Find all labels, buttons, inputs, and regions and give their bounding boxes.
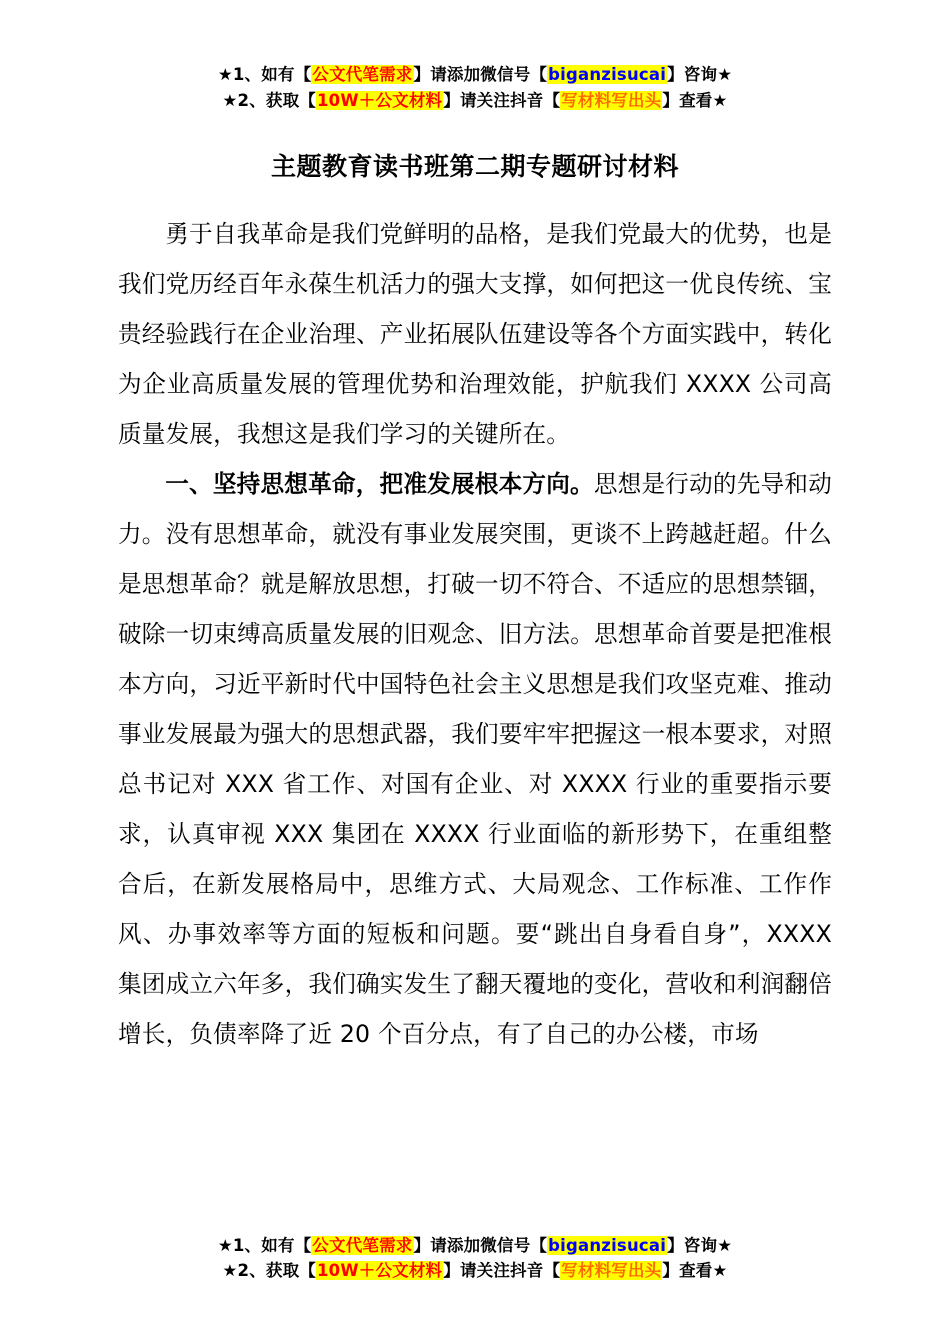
document-body <box>118 209 832 1059</box>
paragraph-2-heading: 一、坚持思想革命，把准发展根本方向。 <box>165 470 594 499</box>
promo-top-line1-bracket-close-1: 】 <box>413 65 431 84</box>
promo-top-line2-mid: 请关注抖音 <box>459 90 544 110</box>
promo-top-line1-mid: 请添加微信号 <box>430 65 531 84</box>
promo-banner-bottom <box>0 1233 950 1284</box>
promo-top-line2-number: 2、获取 <box>237 90 300 110</box>
paragraph-1 <box>118 209 832 459</box>
promo-top-line1-tail: 咨询 <box>683 65 718 84</box>
promo-top-line1-bracket-open-1: 【 <box>294 65 312 84</box>
star-right-icon-3: ★ <box>717 1235 733 1255</box>
promo-bottom-line-1 <box>0 1233 950 1259</box>
promo-bottom-line2-bracket-close-2: 】 <box>662 1261 680 1281</box>
promo-top-line1-bracket-open-2: 【 <box>530 65 548 84</box>
promo-top-line1-highlight-2: biganzisucai <box>548 65 667 84</box>
promo-top-line1-number: 1、如有 <box>232 65 295 84</box>
star-left-icon: ★ <box>217 65 233 84</box>
promo-top-line2-tail: 查看 <box>679 90 713 110</box>
promo-top-line1-bracket-close-2: 】 <box>667 65 684 84</box>
star-left-icon-2: ★ <box>222 90 238 110</box>
promo-bottom-line1-bracket-open-1: 【 <box>294 1235 312 1255</box>
promo-bottom-line2-bracket-open-1: 【 <box>299 1261 316 1281</box>
promo-bottom-line2-number: 2、获取 <box>237 1261 300 1281</box>
promo-bottom-line2-highlight-1: 10W＋公文材料 <box>317 1261 443 1281</box>
promo-bottom-line1-bracket-close-1: 】 <box>413 1235 431 1255</box>
promo-top-line2-highlight-2: 写材料写出头 <box>561 90 662 110</box>
promo-bottom-line1-mid: 请添加微信号 <box>430 1235 531 1255</box>
promo-top-line2-bracket-open-1: 【 <box>299 90 316 110</box>
star-right-icon-4: ★ <box>712 1261 728 1281</box>
promo-top-line1-highlight-1: 公文代笔需求 <box>312 65 413 84</box>
promo-bottom-line1-highlight-2: biganzisucai <box>548 1235 667 1255</box>
promo-top-line-1 <box>118 62 832 88</box>
promo-bottom-line2-bracket-close-1: 】 <box>443 1261 460 1281</box>
promo-bottom-line2-mid: 请关注抖音 <box>459 1261 544 1281</box>
paragraph-2 <box>118 459 832 1059</box>
promo-bottom-line1-tail: 咨询 <box>683 1235 718 1255</box>
page-title: 主题教育读书班第二期专题研讨材料 <box>270 152 679 182</box>
promo-bottom-line1-number: 1、如有 <box>232 1235 295 1255</box>
promo-bottom-line1-highlight-1: 公文代笔需求 <box>312 1235 413 1255</box>
promo-top-line2-bracket-close-1: 】 <box>443 90 460 110</box>
paragraph-2-text: 思想是行动的先导和动力。没有思想革命，就没有事业发展突围，更谈不上跨越赶超。什么是思想革命？就是解放思想，打破一切不符合、不适应的思想禁锢，破除一切束缚高质量发展的旧观念、旧方法。思想革命首要是把准根本方向，习近平新时代中国特色社会主义思想是我们攻坚克难、推动事业发展最为强大的思想武器，我们要牢牢把握这一根本要求，对照总书记对 XXX 省工作、对国有企业、对 XXXX 行业的重要指示要求，认真审视 XXX 集团在 XXXX 行业面临的新形势下，在重组整合后，在新发展格局中，思维方式、大局观念、工作标准、工作作风、办事效率等方面的短板和问题。要“跳出自身看自身”，XXXX 集团成立六年多，我们确实发生了翻天覆地的变化，营收和利润翻倍增长，负债率降了近 20 个百分点，有了自己的办公楼，市场 <box>118 470 832 1049</box>
star-left-icon-3: ★ <box>217 1235 233 1255</box>
promo-bottom-line2-highlight-2: 写材料写出头 <box>561 1261 662 1281</box>
promo-top-line2-bracket-close-2: 】 <box>662 90 680 110</box>
promo-bottom-line-2 <box>0 1258 950 1284</box>
promo-bottom-line2-bracket-open-2: 【 <box>543 1261 561 1281</box>
star-left-icon-4: ★ <box>222 1261 238 1281</box>
promo-bottom-line1-bracket-close-2: 】 <box>667 1235 684 1255</box>
promo-top-line2-highlight-1: 10W＋公文材料 <box>317 90 443 110</box>
promo-top-line2-bracket-open-2: 【 <box>543 90 561 110</box>
promo-banner-top <box>118 62 832 113</box>
paragraph-1-text: 勇于自我革命是我们党鲜明的品格，是我们党最大的优势，也是我们党历经百年永葆生机活力的强大支撑，如何把这一优良传统、宝贵经验践行在企业治理、产业拓展队伍建设等各个方面实践中，转化为企业高质量发展的管理优势和治理效能，护航我们 XXXX 公司高质量发展，我想这是我们学习的关键所在。 <box>118 220 832 449</box>
promo-bottom-line2-tail: 查看 <box>679 1261 713 1281</box>
star-right-icon-2: ★ <box>712 90 728 110</box>
promo-bottom-line1-bracket-open-2: 【 <box>530 1235 548 1255</box>
star-right-icon: ★ <box>717 65 733 84</box>
promo-top-line-2 <box>118 88 832 114</box>
